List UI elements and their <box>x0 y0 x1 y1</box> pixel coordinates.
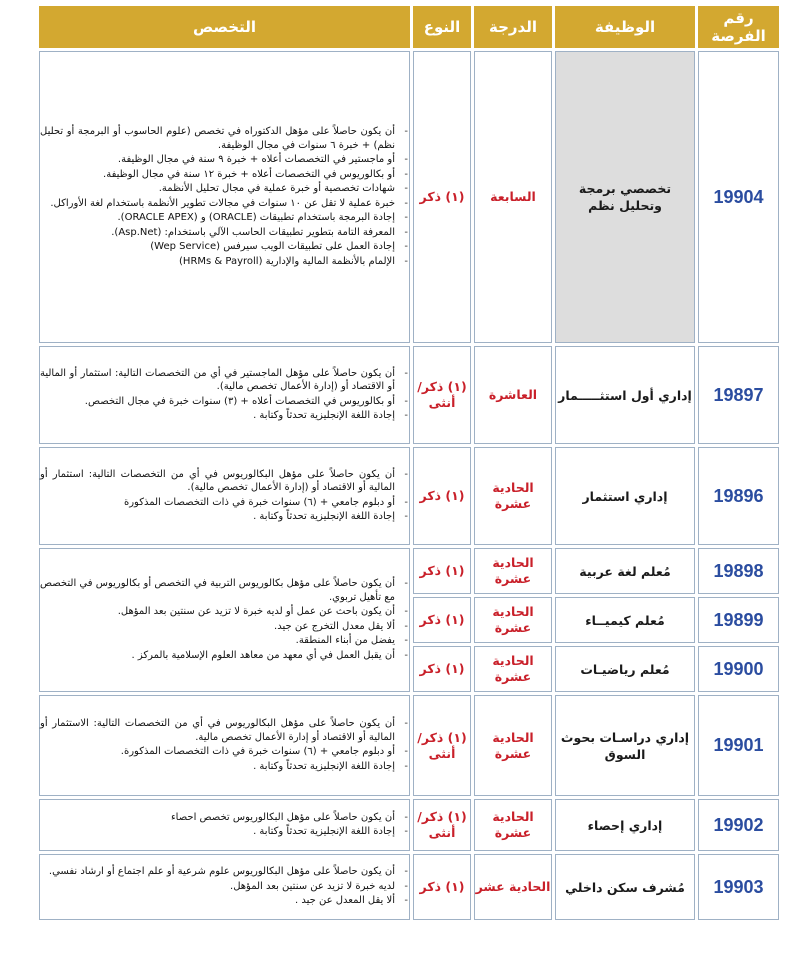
spec-item: - إجادة اللغة الإنجليزية تحدثاً وكتابة . <box>40 760 395 774</box>
table-row <box>39 695 779 796</box>
job-number: 19897 <box>698 346 779 444</box>
job-grade: العاشرة <box>474 346 552 444</box>
job-gender: (١) ذكر <box>413 548 471 594</box>
job-gender: (١) ذكر <box>413 854 471 920</box>
spec-item: - إجادة العمل على تطبيقات الويب سيرفس (Wep Service) <box>40 240 395 254</box>
spec-item: - خبرة عملية لا تقل عن ١٠ سنوات في مجالات تطوير الأنظمة باستخدام لغة الأوراكل. <box>40 197 395 211</box>
job-grade: السابعة <box>474 51 552 343</box>
spec-item: - ألا يقل المعدل عن جيد . <box>40 894 395 908</box>
job-specialization <box>39 346 410 444</box>
job-number: 19904 <box>698 51 779 343</box>
job-specialization <box>39 854 410 920</box>
header-gender: النوع <box>413 6 471 48</box>
spec-item: - أن يكون حاصلاً على مؤهل البكالوريوس علوم شرعية أو علم اجتماع أو ارشاد نفسي. <box>40 865 395 879</box>
spec-item: - لديه خبرة لا تزيد عن سنتين بعد المؤهل. <box>40 880 395 894</box>
spec-list <box>40 811 409 839</box>
spec-item: - المعرفة التامة بتطوير تطبيقات الحاسب الآلي باستخدام: (Asp.Net). <box>40 226 395 240</box>
spec-item: - أن يكون حاصلاً على مؤهل بكالوريوس التربية في التخصص أو بكالوريوس في التخصص مع تأهيل تربوي. <box>40 577 395 604</box>
job-grade: الحادية عشرة <box>474 597 552 643</box>
job-gender: (١) ذكر <box>413 646 471 692</box>
spec-item: - الإلمام بالأنظمة المالية والإدارية (HRMs & Payroll) <box>40 255 395 269</box>
job-number: 19896 <box>698 447 779 545</box>
spec-item: - إجادة اللغة الإنجليزية تحدثاً وكتابة . <box>40 825 395 839</box>
spec-list <box>40 865 409 908</box>
job-title: مُعلم كيميــاء <box>555 597 695 643</box>
job-title: إداري إحصاء <box>555 799 695 851</box>
header-number: رقم الفرصة <box>698 6 779 48</box>
header-row <box>39 6 779 48</box>
spec-item: - ألا يقل معدل التخرج عن جيد. <box>40 620 395 634</box>
job-gender: (١) ذكر/ أنثى <box>413 695 471 796</box>
spec-list <box>40 125 409 268</box>
spec-item: - أو بكالوريوس في التخصصات أعلاه + خبرة ١٢ سنة في مجال الوظيفة. <box>40 168 395 182</box>
job-gender: (١) ذكر <box>413 447 471 545</box>
spec-item: - شهادات تخصصية أو خبرة عملية في مجال تحليل الأنظمة. <box>40 182 395 196</box>
spec-item: - أن يكون حاصلاً على مؤهل البكالوريوس في أي من التخصصات التالية: استثمار أو المالية أو الاقتصاد أو (إدارة الأعمال تخصص مالية). <box>40 468 395 495</box>
spec-item: - أو بكالوريوس في التخصصات أعلاه + (٣) سنوات خبرة في مجال التخصص. <box>40 395 395 409</box>
spec-item: - أن يكون حاصلاً على مؤهل البكالوريوس تخصص احصاء <box>40 811 395 825</box>
job-number: 19898 <box>698 548 779 594</box>
job-specialization <box>39 51 410 343</box>
job-number: 19902 <box>698 799 779 851</box>
job-title: مُعلم لغة عربية <box>555 548 695 594</box>
spec-item: - أن يكون حاصلاً على مؤهل البكالوريوس في أي من التخصصات التالية: الاستثمار أو المالية أو الاقتصاد أو إدارة الأعمال تخصص مالية. <box>40 717 395 744</box>
job-grade: الحادية عشرة <box>474 646 552 692</box>
job-title: إداري أول استثـــــمار <box>555 346 695 444</box>
jobs-table <box>36 3 782 923</box>
spec-item: - إجادة اللغة الإنجليزية تحدثاً وكتابة . <box>40 510 395 524</box>
job-grade: الحادية عشرة <box>474 447 552 545</box>
spec-list <box>40 717 409 773</box>
spec-item: - إجادة البرمجة باستخدام تطبيقات (ORACLE) و (ORACLE APEX). <box>40 211 395 225</box>
job-title: تخصصي برمجة وتحليل نظم <box>555 51 695 343</box>
spec-item: - أو دبلوم جامعي + (٦) سنوات خبرة في ذات التخصصات المذكورة <box>40 496 395 510</box>
job-number: 19899 <box>698 597 779 643</box>
spec-item: - أن يكون باحث عن عمل أو لديه خبرة لا تزيد عن سنتين بعد المؤهل. <box>40 605 395 619</box>
job-specialization <box>39 695 410 796</box>
job-title: إداري دراسـات بحوث السوق <box>555 695 695 796</box>
job-number: 19903 <box>698 854 779 920</box>
spec-item: - أن يقبل العمل في أي معهد من معاهد العلوم الإسلامية بالمركز . <box>40 649 395 663</box>
spec-item: - أن يكون حاصلاً على مؤهل الماجستير في أي من التخصصات التالية: استثمار أو المالية أو الاقتصاد أو (إدارة الأعمال تخصص مالية). <box>40 367 395 394</box>
job-gender: (١) ذكر/ أنثى <box>413 346 471 444</box>
job-title: مُعلم رياضيـات <box>555 646 695 692</box>
job-gender: (١) ذكر <box>413 51 471 343</box>
spec-item: - إجادة اللغة الإنجليزية تحدثاً وكتابة . <box>40 409 395 423</box>
header-grade: الدرجة <box>474 6 552 48</box>
table-row <box>39 854 779 920</box>
job-specialization <box>39 447 410 545</box>
job-grade: الحادية عشر <box>474 854 552 920</box>
job-gender: (١) ذكر <box>413 597 471 643</box>
spec-item: - أو ماجستير في التخصصات أعلاه + خبرة ٩ سنة في مجال الوظيفة. <box>40 153 395 167</box>
table-row <box>39 447 779 545</box>
table-row <box>39 799 779 851</box>
spec-list <box>40 577 409 662</box>
table-row <box>39 346 779 444</box>
job-grade: الحادية عشرة <box>474 548 552 594</box>
job-number: 19900 <box>698 646 779 692</box>
teacher-specialization <box>39 548 410 692</box>
job-grade: الحادية عشرة <box>474 695 552 796</box>
job-number: 19901 <box>698 695 779 796</box>
job-gender: (١) ذكر/ أنثى <box>413 799 471 851</box>
spec-list <box>40 367 409 423</box>
jobs-table-container <box>36 3 776 923</box>
spec-item: - يفضل من أبناء المنطقة. <box>40 634 395 648</box>
spec-item: - أن يكون حاصلاً على مؤهل الدكتوراه في تخصص (علوم الحاسوب أو البرمجة أو تحليل نظم) + خبرة ٦ سنوات في مجال الوظيفة. <box>40 125 395 152</box>
job-title: إداري استثمار <box>555 447 695 545</box>
spec-item: - أو دبلوم جامعي + (٦) سنوات خبرة في ذات التخصصات المذكورة. <box>40 745 395 759</box>
header-specialization: التخصص <box>39 6 410 48</box>
job-title: مُشرف سكن داخلي <box>555 854 695 920</box>
table-row <box>39 548 779 594</box>
table-row <box>39 51 779 343</box>
spec-list <box>40 468 409 524</box>
header-title: الوظيفة <box>555 6 695 48</box>
job-specialization <box>39 799 410 851</box>
job-grade: الحادية عشرة <box>474 799 552 851</box>
